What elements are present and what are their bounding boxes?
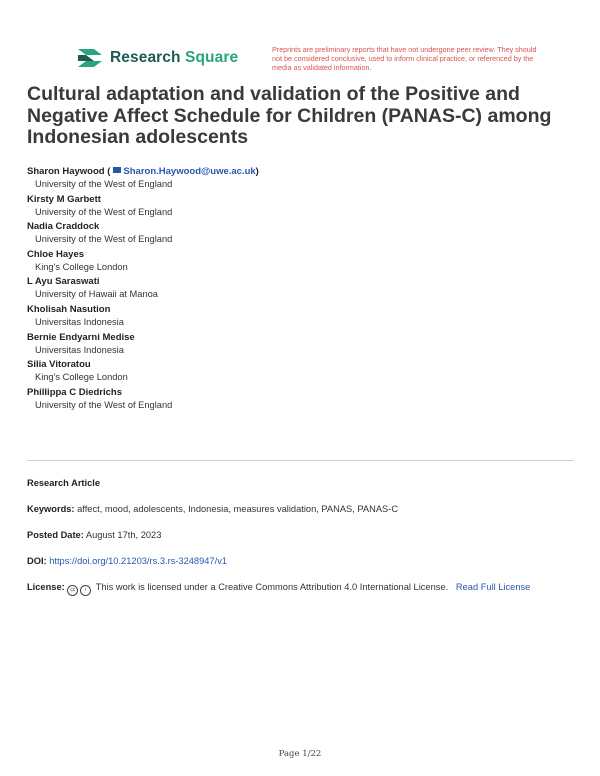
author-list — [27, 166, 577, 414]
author-entry — [27, 276, 577, 300]
author-affiliation: University of the West of England — [35, 179, 173, 189]
research-square-logo[interactable] — [76, 47, 238, 69]
posted-date-value: August 17th, 2023 — [85, 530, 162, 540]
author-email-link[interactable]: Sharon.Haywood@uwe.ac.uk — [123, 166, 256, 177]
license-line: License: cc i This work is licensed under a Creative Commons Attribution 4.0 International License. Read Full License — [27, 581, 587, 596]
author-entry — [27, 194, 577, 218]
author-entry — [27, 221, 577, 245]
envelope-icon — [113, 167, 121, 173]
author-name: Sharon Haywood — [27, 166, 105, 177]
section-divider — [27, 460, 574, 461]
author-affiliation: Universitas Indonesia — [35, 316, 124, 327]
author-affiliation: University of the West of England — [35, 234, 173, 245]
article-type: Research Article — [27, 478, 101, 488]
author-affiliation: University of the West of England — [35, 206, 173, 217]
attribution-icon: i — [80, 585, 91, 596]
author-entry — [27, 387, 577, 411]
logo-wordmark: Research Square — [110, 49, 239, 66]
doi-line: DOI: https://doi.org/10.21203/rs.3.rs-3248947/v1 — [27, 556, 228, 566]
read-full-license-link[interactable]: Read Full License — [455, 582, 531, 592]
author-entry — [27, 249, 577, 273]
author-name: Bernie Endyarni Medise — [27, 331, 135, 343]
paper-title: Cultural adaptation and validation of the Positive and Negative Affect Schedule for Children (PANAS-C) among Indonesian adolescents — [27, 83, 552, 148]
author-affiliation: King's College London — [35, 261, 128, 272]
author-name: Kirsty M Garbett — [27, 193, 101, 205]
author-name: Kholisah Nasution — [27, 303, 111, 315]
author-name: Nadia Craddock — [27, 221, 100, 233]
author-affiliation: King's College London — [35, 372, 128, 383]
author-name: Chloe Hayes — [27, 248, 85, 260]
author-affiliation: University of the West of England — [35, 399, 173, 410]
author-entry — [27, 332, 577, 356]
posted-date-line: Posted Date: August 17th, 2023 — [27, 530, 162, 540]
research-square-logo-icon — [76, 47, 104, 69]
author-affiliation: University of Hawaii at Manoa — [35, 289, 158, 300]
creative-commons-icon: cc — [67, 585, 78, 596]
page-number: Page 1/22 — [278, 749, 322, 759]
author-name: Silia Vitoratou — [27, 359, 91, 371]
author-affiliation: Universitas Indonesia — [35, 344, 124, 355]
license-text: This work is licensed under a Creative Commons Attribution 4.0 International License. — [95, 582, 449, 592]
preprint-notice: Preprints are preliminary reports that have not undergone peer review. They should not be considered conclusive, used to inform clinical practice, or referenced by the media as validated information. — [272, 45, 537, 72]
keywords-value: affect, mood, adolescents, Indonesia, measures validation, PANAS, PANAS-C — [77, 504, 399, 514]
author-entry: Sharon Haywood ( Sharon.Haywood@uwe.ac.uk) University of the West of England — [27, 166, 577, 190]
keywords-line: Keywords: affect, mood, adolescents, Indonesia, measures validation, PANAS, PANAS-C — [27, 504, 399, 514]
author-entry — [27, 359, 577, 383]
author-entry — [27, 304, 577, 328]
doi-link[interactable]: https://doi.org/10.21203/rs.3.rs-3248947/v1 — [49, 556, 228, 566]
author-name: L Ayu Saraswati — [27, 276, 100, 288]
author-name: Phillippa C Diedrichs — [27, 386, 123, 398]
